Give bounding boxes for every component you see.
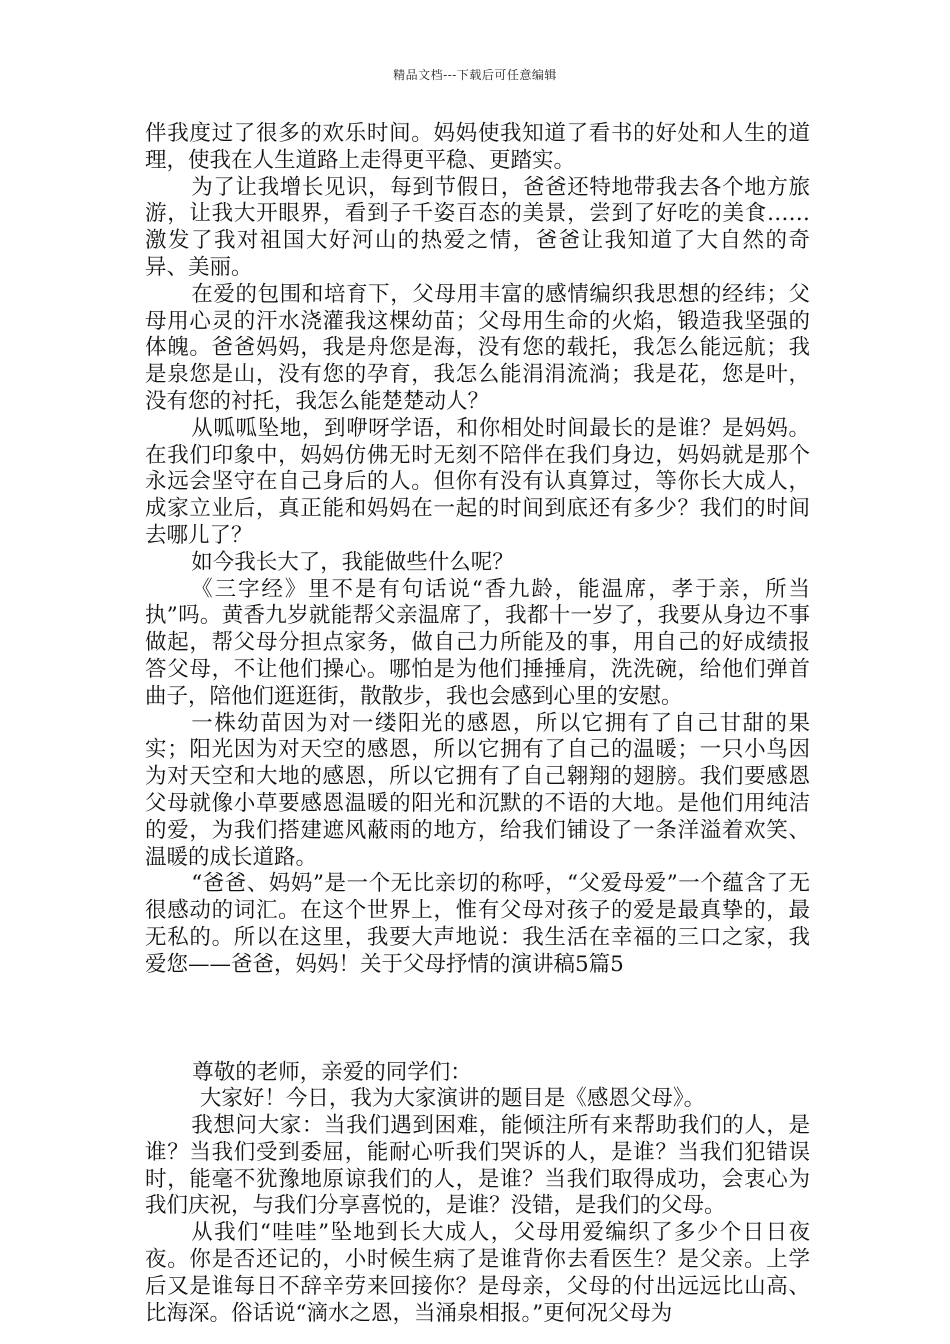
paragraph: 从呱呱坠地，到咿呀学语，和你相处时间最长的是谁？是妈妈。在我们印象中，妈妈仿佛无时无刻不陪伴在我们身边，妈妈就是那个永远会坚守在自己身后的人。但你有没有认真算过，等你长大成人，成家立业后，真正能和妈妈在一起的时间到底还有多少？我们的时间去哪儿了？ <box>145 415 810 548</box>
paragraph: 在爱的包围和培育下，父母用丰富的感情编织我思想的经纬；父母用心灵的汗水浇灌我这棵幼苗；父母用生命的火焰，锻造我坚强的体魄。爸爸妈妈，我是舟您是海，没有您的载托，我怎么能远航；我是泉您是山，没有您的孕育，我怎么能涓涓流淌；我是花，您是叶，没有您的衬托，我怎么能楚楚动人？ <box>145 281 810 414</box>
paragraph: 为了让我增长见识，每到节假日，爸爸还特地带我去各个地方旅游，让我大开眼界，看到子千姿百态的美景，尝到了好吃的美食……激发了我对祖国大好河山的热爱之情，爸爸让我知道了大自然的奇异、美丽。 <box>145 174 810 280</box>
speech-paragraph: 我想问大家：当我们遇到困难，能倾注所有来帮助我们的人，是谁？当我们受到委屈，能耐心听我们哭诉的人，是谁？当我们犯错误时，能毫不犹豫地原谅我们的人，是谁？当我们取得成功，会衷心为我们庆祝，与我们分享喜悦的，是谁？没错，是我们的父母。 <box>145 1113 810 1219</box>
speech-paragraph: 从我们“哇哇”坠地到长大成人，父母用爱编织了多少个日日夜夜。你是否还记的，小时候生病了是谁背你去看医生？是父亲。上学后又是谁每日不辞辛劳来回接你？是母亲，父母的付出远远比山高、比海深。俗话说“滴水之恩，当涌泉相报。”更何况父母为 <box>145 1220 810 1326</box>
page-header: 精品文档---下载后可任意编辑 <box>393 68 557 82</box>
paragraph: 一株幼苗因为对一缕阳光的感恩，所以它拥有了自己甘甜的果实；阳光因为对天空的感恩，所以它拥有了自己的温暖；一只小鸟因为对天空和大地的感恩，所以它拥有了自己翱翔的翅膀。我们要感恩父母就像小草要感恩温暖的阳光和沉默的不语的大地。是他们用纯洁的爱，为我们搭建遮风蔽雨的地方，给我们铺设了一条洋溢着欢笑、温暖的成长道路。 <box>145 710 810 870</box>
speech-salutation: 尊敬的老师，亲爱的同学们： <box>192 1059 472 1085</box>
paragraph: 如今我长大了，我能做些什么呢？ <box>191 549 514 575</box>
document-body <box>145 121 810 1327</box>
speech-greeting: 大家好！今日，我为大家演讲的题目是《感恩父母》。 <box>199 1086 706 1112</box>
paragraph: 《三字经》里不是有句话说“香九龄，能温席，孝于亲，所当执”吗。黄香九岁就能帮父亲温席了，我都十一岁了，我要从身边不事做起，帮父母分担点家务，做自己力所能及的事，用自己的好成绩报答父母，不让他们操心。哪怕是为他们捶捶肩，洗洗碗，给他们弹首曲子，陪他们逛逛街，散散步，我也会感到心里的安慰。 <box>145 576 810 709</box>
paragraph: 伴我度过了很多的欢乐时间。妈妈使我知道了看书的好处和人生的道理，使我在人生道路上走得更平稳、更踏实。 <box>145 121 810 173</box>
paragraph: “爸爸、妈妈”是一个无比亲切的称呼，“父爱母爱”一个蕴含了无很感动的词汇。在这个世界上，惟有父母对孩子的爱是最真挚的，最无私的。所以在这里，我要大声地说：我生活在幸福的三口之家，我爱您——爸爸，妈妈！关于父母抒情的演讲稿5篇5 <box>145 871 810 977</box>
section-gap <box>145 979 810 1060</box>
